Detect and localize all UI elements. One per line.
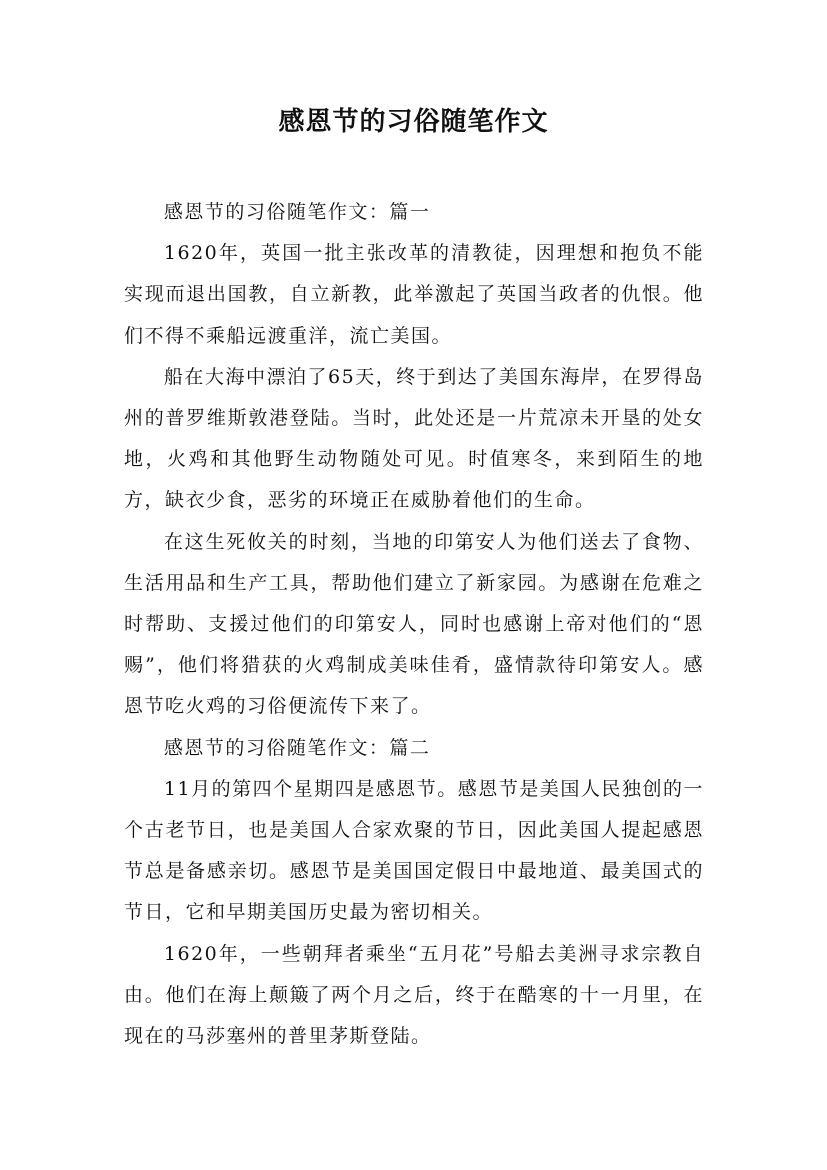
section-heading-1: 感恩节的习俗随笔作文：篇一 xyxy=(163,201,431,223)
document-title: 感恩节的习俗随笔作文 xyxy=(278,107,549,137)
paragraph: 11月的第四个星期四是感恩节。感恩节是美国人民独创的一个古老节日，也是美国人合家欢聚的节日，因此美国人提起感恩节总是备感亲切。感恩节是美国国定假日中最地道、最美国式的节日，它和早期美国历史最为密切相关。 xyxy=(124,777,704,924)
paragraph: 船在大海中漂泊了65天，终于到达了美国东海岸，在罗得岛州的普罗维斯敦港登陆。当时，此处还是一片荒凉未开垦的处女地，火鸡和其他野生动物随处可见。时值寒冬，来到陌生的地方，缺衣少食，恶劣的环境正在威胁着他们的生命。 xyxy=(124,365,704,512)
document-body xyxy=(124,192,704,1057)
paragraph: 1620年，一些朝拜者乘坐“五月花”号船去美洲寻求宗教自由。他们在海上颠簸了两个月之后，终于在酷寒的十一月里，在现在的马莎塞州的普里茅斯登陆。 xyxy=(124,942,704,1048)
section-heading-2: 感恩节的习俗随笔作文：篇二 xyxy=(163,736,431,759)
paragraph: 1620年，英国一批主张改革的清教徒，因理想和抱负不能实现而退出国教，自立新教，此举激起了英国当政者的仇恨。他们不得不乘船远渡重洋，流亡美国。 xyxy=(124,242,704,347)
paragraph: 在这生死攸关的时刻，当地的印第安人为他们送去了食物、生活用品和生产工具，帮助他们建立了新家园。为感谢在危难之时帮助、支援过他们的印第安人，同时也感谢上帝对他们的“恩赐”，他们将猎获的火鸡制成美味佳肴，盛情款待印第安人。感恩节吃火鸡的习俗便流传下来了。 xyxy=(124,530,704,718)
